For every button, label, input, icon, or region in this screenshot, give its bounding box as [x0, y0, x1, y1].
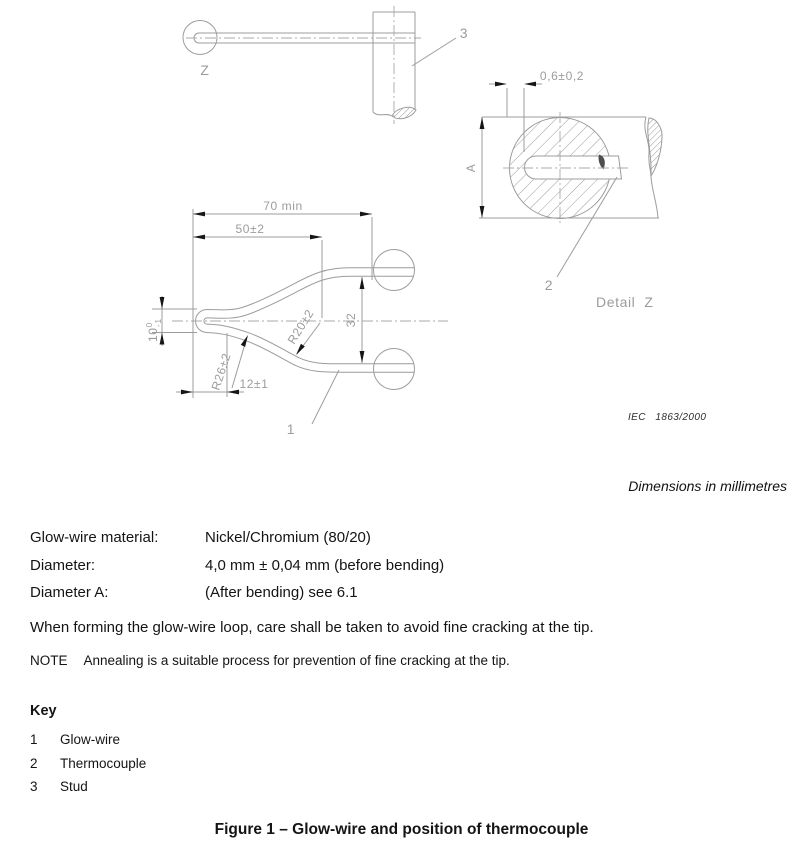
dim-50 [193, 222, 322, 239]
key-item-label: Glow-wire [60, 732, 121, 747]
key-item-ref: 3 [30, 779, 38, 794]
stud-outline [373, 12, 416, 119]
dim-10 [144, 296, 164, 346]
dim-r26-label: R26±2 [208, 351, 234, 392]
stud-ref-label: 3 [459, 25, 469, 41]
key-item-ref: 1 [30, 732, 38, 747]
note-label: NOTE [30, 653, 68, 668]
spec-label: Glow-wire material: [30, 529, 159, 546]
dim-32 [344, 277, 364, 363]
detail-z-view [464, 69, 662, 310]
key-item [30, 752, 146, 776]
stud-break-hatch [392, 107, 416, 118]
glow-wire-ref-label: 1 [286, 421, 296, 437]
detail-z-title: Detail Z [596, 294, 654, 310]
dim-a-label: A [464, 163, 478, 173]
spec-label: Diameter A: [30, 584, 109, 601]
key-item-label: Thermocouple [60, 755, 147, 771]
dim-70-label: 70 min [263, 199, 303, 213]
key-item-label: Stud [60, 779, 88, 794]
note-paragraph [30, 653, 775, 668]
spec-row-diameter [30, 552, 444, 580]
dim-12-label: 12±1 [239, 377, 269, 391]
iec-figure-id: IEC 1863/2000 [628, 412, 707, 423]
dim-r20-label: R20±2 [284, 306, 317, 347]
stud-leader-line [412, 38, 456, 66]
dim-50-label: 50±2 [235, 222, 265, 236]
key-item [30, 775, 146, 799]
dim-r20 [285, 307, 320, 357]
main-view [144, 199, 448, 437]
detail-z-marker-circle [183, 21, 217, 55]
detail-z-marker-label: Z [200, 62, 210, 78]
figure-caption: Figure 1 – Glow-wire and position of thermocouple [214, 821, 589, 838]
key-title: Key [30, 703, 57, 719]
spec-row-diameter-a [30, 579, 444, 607]
dimensions-note: Dimensions in millimetres [628, 478, 787, 494]
spec-list [30, 524, 444, 607]
key-section [30, 703, 146, 799]
side-view [183, 6, 468, 124]
spec-label: Diameter: [30, 556, 96, 574]
glow-wire-leader-line [312, 370, 339, 424]
key-item [30, 728, 146, 752]
spec-value: 4,0 mm ± 0,04 mm (before bending) [205, 556, 445, 574]
dim-10-label: $10^0-1$ [144, 318, 163, 342]
spec-value: (After bending) see 6.1 [205, 584, 358, 601]
body-paragraph: When forming the glow-wire loop, care shall be taken to avoid fine cracking at the tip. [30, 619, 594, 636]
key-item-ref: 2 [30, 755, 38, 771]
spec-value: Nickel/Chromium (80/20) [205, 529, 371, 546]
dim-06-label: 0,6±0,2 [539, 69, 585, 83]
dim-32-label: 32 [344, 312, 358, 328]
dim-a [464, 117, 484, 218]
note-text: Annealing is a suitable process for prevention of fine cracking at the tip. [83, 653, 510, 668]
break-boundary-lower [651, 177, 658, 218]
thermocouple-slot [525, 156, 622, 179]
thermocouple-ref-label: 2 [544, 277, 554, 293]
spec-row-material [30, 524, 444, 552]
dim-70-min [193, 199, 372, 216]
